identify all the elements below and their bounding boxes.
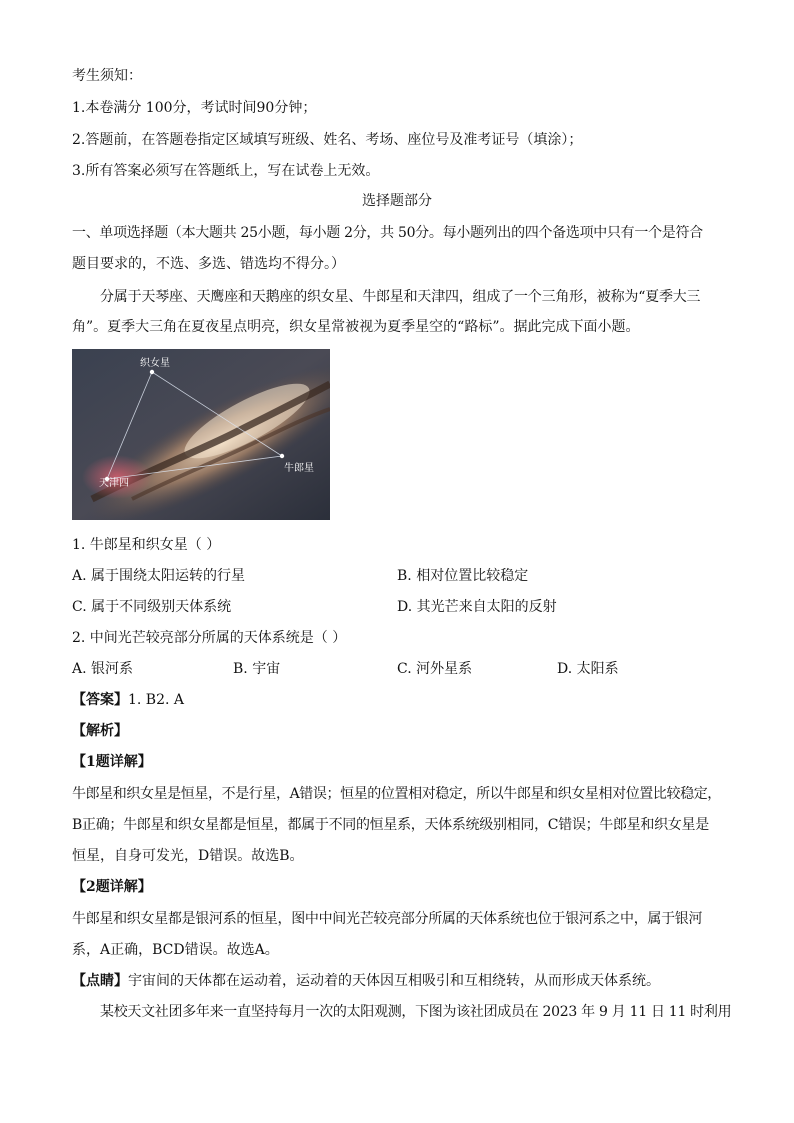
detail1-tag: 【1题详解】 <box>72 754 152 770</box>
detail1-line1: 牛郎星和织女星是恒星，不是行星，A错误；恒星的位置相对稳定，所以牛郎星和织女星相对位置比较稳定， <box>72 786 721 802</box>
detail1-line3: 恒星，自身可发光，D错误。故选B。 <box>72 848 304 864</box>
detail2-line1: 牛郎星和织女星都是银河系的恒星，图中中间光芒较亮部分所属的天体系统也位于银河系之中，属于银河 <box>72 911 703 927</box>
detail2-line2: 系，A正确，BCD错误。故选A。 <box>72 942 279 958</box>
notice-item-3: 3.所有答案必须写在答题纸上，写在试卷上无效。 <box>72 163 380 179</box>
altair-star <box>280 454 284 458</box>
q2-stem: 2. 中间光芒较亮部分所属的天体系统是（ ） <box>72 630 347 646</box>
detail1-line2: B正确；牛郎星和织女星都是恒星，都属于不同的恒星系，天体系统级别相同，C错误；牛郎星和织女星是 <box>72 817 709 833</box>
q1-stem: 1. 牛郎星和织女星（ ） <box>72 537 221 553</box>
summer-triangle-photo <box>72 349 330 520</box>
deneb-label: 天津四 <box>99 478 129 489</box>
detail2-tag: 【2题详解】 <box>72 879 152 895</box>
answer-tag: 【答案】 <box>72 692 128 708</box>
answer-text: 1. B2. A <box>128 692 185 708</box>
q1-option-b: B. 相对位置比较稳定 <box>397 568 529 584</box>
part-one-heading-line1: 一、单项选择题（本大题共 25小题，每小题 2分，共 50分。每小题列出的四个备选项中只有一个是符合 <box>72 225 703 241</box>
passage1-line1: 分属于天琴座、天鹰座和天鹅座的织女星、牛郎星和天津四，组成了一个三角形，被称为“夏季大三 <box>100 289 701 305</box>
notice-title: 考生须知： <box>72 68 142 84</box>
altair-label: 牛郎星 <box>284 463 314 474</box>
vega-star <box>150 370 154 374</box>
q2-option-c: C. 河外星系 <box>397 661 473 677</box>
q2-option-d: D. 太阳系 <box>557 661 619 677</box>
passage2-line: 某校天文社团多年来一直坚持每月一次的太阳观测，下图为该社团成员在 2023 年 9 月 11 日 11 时利用 <box>100 1004 732 1020</box>
point-line <box>72 971 660 991</box>
notice-item-2: 2.答题前，在答题卷指定区域填写班级、姓名、考场、座位号及准考证号（填涂）； <box>72 132 583 148</box>
q2-option-b: B. 宇宙 <box>233 661 281 677</box>
section-title: 选择题部分 <box>362 193 432 209</box>
q2-option-a: A. 银河系 <box>72 661 134 677</box>
point-text: 宇宙间的天体都在运动着，运动着的天体因互相吸引和互相绕转，从而形成天体系统。 <box>128 973 660 989</box>
notice-item-1: 1.本卷满分 100分，考试时间90分钟； <box>72 100 317 116</box>
answer-line <box>72 690 184 710</box>
q1-option-c: C. 属于不同级别天体系统 <box>72 599 232 615</box>
q1-option-a: A. 属于围绕太阳运转的行星 <box>72 568 246 584</box>
analysis-tag: 【解析】 <box>72 723 128 739</box>
point-tag: 【点睛】 <box>72 973 128 989</box>
q1-option-d: D. 其光芒来自太阳的反射 <box>397 599 557 615</box>
red-nebula <box>82 455 152 499</box>
part-one-heading-line2: 题目要求的，不选、多选、错选均不得分。） <box>72 256 345 272</box>
vega-label: 织女星 <box>140 358 170 369</box>
passage1-line2: 角”。夏季大三角在夏夜星点明亮，织女星常被视为夏季星空的“路标”。据此完成下面小题。 <box>72 319 640 335</box>
